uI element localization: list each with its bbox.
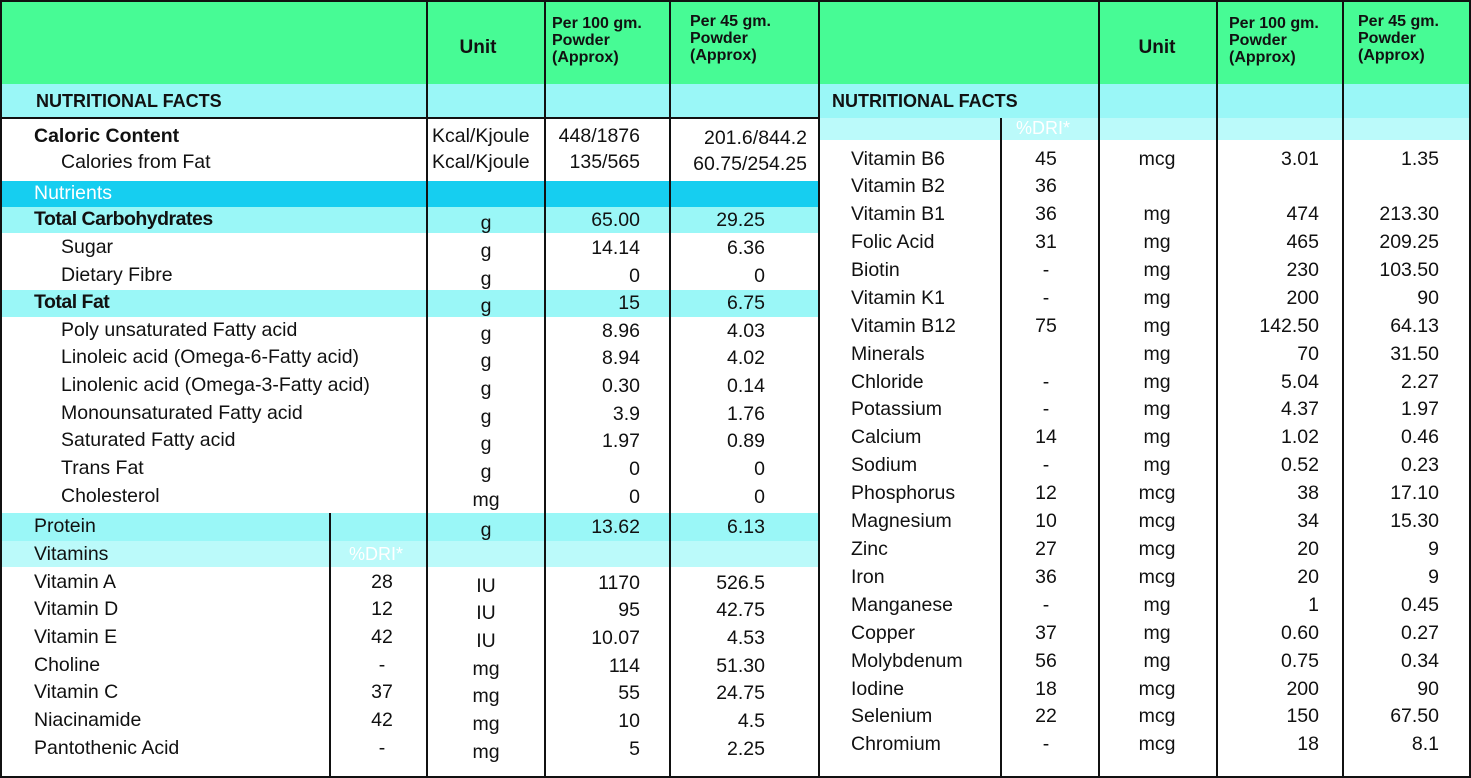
right-row-9-per45: 1.97	[1401, 398, 1439, 420]
right-row-21-per100: 18	[1297, 733, 1319, 755]
right-row-3-unit: mg	[1143, 231, 1171, 253]
left-row-11-per45: 0.89	[727, 430, 765, 452]
right-row-14-per45: 9	[1428, 538, 1439, 560]
left-row-3-unit: g	[480, 212, 492, 234]
right-row-5-dri: -	[1042, 287, 1050, 309]
left-row-14-per45: 6.13	[727, 516, 765, 538]
right-row-21-dri: -	[1042, 733, 1050, 755]
right-row-18-per100: 0.75	[1281, 650, 1319, 672]
right-dri-band	[820, 118, 1471, 140]
right-row-17-dri: 37	[1035, 622, 1057, 644]
right-row-6-unit: mg	[1143, 315, 1171, 337]
left-row-16-dri: 28	[371, 571, 393, 593]
right-row-20-per45: 67.50	[1390, 705, 1439, 727]
right-row-13-dri: 10	[1035, 510, 1057, 532]
right-row-18-unit: mg	[1143, 650, 1171, 672]
left-row-11-name: Saturated Fatty acid	[61, 429, 236, 451]
right-row-12-name: Phosphorus	[851, 482, 956, 504]
right-row-15-per45: 9	[1428, 566, 1439, 588]
right-row-2-per45: 213.30	[1379, 203, 1439, 225]
right-row-4-name: Biotin	[851, 259, 900, 281]
right-row-6-per45: 64.13	[1390, 315, 1439, 337]
left-row-4-name: Sugar	[61, 236, 114, 258]
right-row-3-name: Folic Acid	[851, 231, 935, 253]
left-row-3-per100: 65.00	[591, 209, 640, 231]
left-row-11-per100: 1.97	[602, 430, 640, 452]
right-per100-divider	[1216, 0, 1218, 778]
right-row-2-name: Vitamin B1	[851, 203, 945, 225]
right-row-12-per100: 38	[1297, 482, 1319, 504]
left-row-17-per100: 95	[618, 599, 640, 621]
right-row-19-unit: mcg	[1138, 678, 1176, 700]
left-row-5-name: Dietary Fibre	[61, 264, 173, 286]
left-row-21-unit: mg	[472, 713, 500, 735]
right-row-16-name: Manganese	[851, 594, 953, 616]
right-row-14-dri: 27	[1035, 538, 1057, 560]
left-row-0-per45: 201.6/844.2	[703, 127, 807, 149]
right-row-15-name: Iron	[851, 566, 885, 588]
vitamins-band	[0, 541, 818, 567]
right-row-11-per45: 0.23	[1401, 454, 1439, 476]
right-row-10-dri: 14	[1035, 426, 1057, 448]
right-row-13-per45: 15.30	[1390, 510, 1439, 532]
left-row-11-unit: g	[480, 433, 492, 455]
left-row-9-per45: 0.14	[727, 375, 765, 397]
right-row-12-per45: 17.10	[1390, 482, 1439, 504]
right-row-10-unit: mg	[1143, 426, 1171, 448]
right-dri-divider	[1000, 118, 1002, 778]
right-row-11-name: Sodium	[851, 454, 918, 476]
right-row-4-unit: mg	[1143, 259, 1171, 281]
right-row-12-unit: mcg	[1138, 482, 1176, 504]
right-row-14-unit: mcg	[1138, 538, 1176, 560]
left-row-7-per100: 8.96	[602, 320, 640, 342]
nutrients-band	[0, 181, 818, 207]
right-per100-header: Per 100 gm. Powder (Approx)	[1229, 15, 1319, 66]
left-row-13-per100: 0	[629, 486, 640, 508]
right-row-15-dri: 36	[1035, 566, 1057, 588]
right-row-7-name: Minerals	[851, 343, 925, 365]
left-row-5-unit: g	[480, 268, 492, 290]
right-per45-divider	[1342, 0, 1344, 778]
left-row-20-name: Vitamin C	[34, 681, 119, 703]
left-row-20-dri: 37	[371, 681, 393, 703]
left-row-1-per45: 60.75/254.25	[693, 153, 807, 175]
left-row-12-per45: 0	[754, 458, 765, 480]
right-row-5-name: Vitamin K1	[851, 287, 945, 309]
left-row-22-name: Pantothenic Acid	[34, 737, 180, 759]
right-row-17-per100: 0.60	[1281, 622, 1319, 644]
left-row-16-per45: 526.5	[716, 572, 765, 594]
right-row-19-per100: 200	[1286, 678, 1319, 700]
center-divider	[818, 0, 820, 778]
right-row-1-name: Vitamin B2	[851, 175, 945, 197]
left-facts-title: NUTRITIONAL FACTS	[36, 91, 222, 111]
left-row-13-name: Cholesterol	[61, 485, 160, 507]
left-row-12-per100: 0	[629, 458, 640, 480]
left-row-0-name: Caloric Content	[34, 125, 180, 147]
left-per100-header: Per 100 gm. Powder (Approx)	[552, 15, 642, 66]
left-row-21-per45: 4.5	[737, 710, 765, 732]
left-row-15-name: Vitamins	[34, 543, 109, 565]
right-row-6-name: Vitamin B12	[851, 315, 956, 337]
left-row-20-per100: 55	[618, 682, 640, 704]
left-row-22-per45: 2.25	[727, 738, 765, 760]
right-row-18-per45: 0.34	[1401, 650, 1439, 672]
left-row-9-unit: g	[480, 378, 492, 400]
left-row-9-name: Linolenic acid (Omega-3-Fatty acid)	[61, 374, 370, 396]
outer-left	[0, 0, 2, 778]
right-row-0-unit: mcg	[1138, 148, 1176, 170]
left-row-12-unit: g	[480, 461, 492, 483]
right-row-6-dri: 75	[1035, 315, 1057, 337]
left-row-20-per45: 24.75	[716, 682, 765, 704]
left-dri-divider	[329, 513, 331, 778]
right-row-4-per100: 230	[1286, 259, 1319, 281]
right-per45-header: Per 45 gm. Powder (Approx)	[1358, 13, 1439, 64]
right-row-0-name: Vitamin B6	[851, 148, 945, 170]
left-row-17-dri: 12	[371, 598, 393, 620]
left-row-9-per100: 0.30	[602, 375, 640, 397]
left-dri-label: %DRI*	[349, 544, 404, 564]
left-row-6-per45: 6.75	[727, 292, 765, 314]
right-row-4-dri: -	[1042, 259, 1050, 281]
right-row-11-dri: -	[1042, 454, 1050, 476]
left-row-13-per45: 0	[754, 486, 765, 508]
protein-band	[0, 513, 818, 541]
left-per45-header: Per 45 gm. Powder (Approx)	[690, 13, 771, 64]
left-row-8-per100: 8.94	[602, 347, 640, 369]
left-row-18-name: Vitamin E	[34, 626, 118, 648]
left-row-5-per100: 0	[629, 265, 640, 287]
left-row-6-unit: g	[480, 295, 492, 317]
left-row-18-unit: IU	[476, 630, 496, 652]
right-row-10-per45: 0.46	[1401, 426, 1439, 448]
left-row-4-per45: 6.36	[727, 237, 765, 259]
right-row-14-name: Zinc	[851, 538, 888, 560]
left-row-4-per100: 14.14	[591, 237, 640, 259]
left-row-10-name: Monounsaturated Fatty acid	[61, 402, 303, 424]
right-dri-label: %DRI*	[1016, 118, 1071, 138]
right-row-7-per100: 70	[1297, 343, 1319, 365]
right-row-4-per45: 103.50	[1379, 259, 1439, 281]
right-row-9-unit: mg	[1143, 398, 1171, 420]
left-row-19-name: Choline	[34, 654, 101, 676]
left-row-12-name: Trans Fat	[61, 457, 144, 479]
left-row-19-per100: 114	[608, 655, 640, 677]
left-row-8-unit: g	[480, 350, 492, 372]
left-row-19-dri: -	[378, 654, 386, 676]
right-row-16-per45: 0.45	[1401, 594, 1439, 616]
right-facts-title: NUTRITIONAL FACTS	[832, 91, 1018, 111]
right-row-21-unit: mcg	[1138, 733, 1176, 755]
right-row-17-name: Copper	[851, 622, 915, 644]
left-row-7-per45: 4.03	[727, 320, 765, 342]
right-row-17-per45: 0.27	[1401, 622, 1439, 644]
right-row-12-dri: 12	[1035, 482, 1057, 504]
left-row-0-unit: Kcal/Kjoule	[432, 125, 530, 147]
left-row-16-per100: 1170	[598, 572, 640, 594]
right-row-8-unit: mg	[1143, 371, 1171, 393]
right-row-16-per100: 1	[1308, 594, 1319, 616]
right-row-6-per100: 142.50	[1259, 315, 1319, 337]
right-row-7-per45: 31.50	[1390, 343, 1439, 365]
left-row-10-per45: 1.76	[727, 403, 765, 425]
right-unit-header: Unit	[1138, 37, 1176, 58]
left-per45-divider	[669, 0, 671, 778]
left-row-22-per100: 5	[629, 738, 640, 760]
left-row-1-unit: Kcal/Kjoule	[432, 151, 530, 173]
right-row-19-name: Iodine	[851, 678, 905, 700]
right-row-18-dri: 56	[1035, 650, 1057, 672]
left-row-20-unit: mg	[472, 685, 500, 707]
left-row-7-unit: g	[480, 323, 492, 345]
right-row-15-unit: mcg	[1138, 566, 1176, 588]
right-row-1-dri: 36	[1035, 175, 1057, 197]
right-row-8-per45: 2.27	[1401, 371, 1439, 393]
right-row-0-per100: 3.01	[1281, 148, 1319, 170]
right-row-11-per100: 0.52	[1281, 454, 1319, 476]
right-row-13-unit: mcg	[1138, 510, 1176, 532]
right-row-20-per100: 150	[1286, 705, 1319, 727]
left-row-18-per45: 4.53	[727, 627, 765, 649]
left-row-4-unit: g	[480, 240, 492, 262]
right-row-19-dri: 18	[1035, 678, 1057, 700]
left-row-7-name: Poly unsaturated Fatty acid	[61, 319, 298, 341]
left-row-21-name: Niacinamide	[34, 709, 142, 731]
left-row-6-name: Total Fat	[34, 291, 110, 313]
left-per100-divider	[544, 0, 546, 778]
right-row-8-dri: -	[1042, 371, 1050, 393]
right-row-20-name: Selenium	[851, 705, 933, 727]
left-row-17-name: Vitamin D	[34, 598, 119, 620]
total-fat-band	[0, 290, 818, 317]
left-row-14-per100: 13.62	[591, 516, 640, 538]
right-row-5-per100: 200	[1286, 287, 1319, 309]
left-row-14-unit: g	[480, 519, 492, 541]
left-row-5-per45: 0	[754, 265, 765, 287]
left-row-17-unit: IU	[476, 602, 496, 624]
right-row-2-dri: 36	[1035, 203, 1057, 225]
left-row-0-per100: 448/1876	[558, 125, 640, 147]
left-row-17-per45: 42.75	[716, 599, 765, 621]
left-unit-divider	[426, 0, 428, 778]
right-row-15-per100: 20	[1297, 566, 1319, 588]
left-unit-header: Unit	[459, 37, 497, 58]
right-row-3-per45: 209.25	[1379, 231, 1439, 253]
right-row-19-per45: 90	[1417, 678, 1439, 700]
left-row-16-name: Vitamin A	[34, 571, 117, 593]
right-row-21-per45: 8.1	[1411, 733, 1439, 755]
left-row-3-per45: 29.25	[716, 209, 765, 231]
top-border	[0, 0, 1471, 2]
left-row-1-name: Calories from Fat	[61, 151, 211, 173]
right-unit-divider	[1098, 0, 1100, 778]
right-row-16-dri: -	[1042, 594, 1050, 616]
right-row-18-name: Molybdenum	[851, 650, 963, 672]
left-facts-bottom	[0, 117, 818, 119]
right-row-9-dri: -	[1042, 398, 1050, 420]
left-row-18-dri: 42	[371, 626, 393, 648]
right-row-5-per45: 90	[1417, 287, 1439, 309]
right-row-7-unit: mg	[1143, 343, 1171, 365]
right-row-20-unit: mcg	[1138, 705, 1176, 727]
right-row-2-unit: mg	[1143, 203, 1171, 225]
right-row-10-per100: 1.02	[1281, 426, 1319, 448]
left-row-13-unit: mg	[472, 489, 500, 511]
left-row-19-unit: mg	[472, 658, 500, 680]
right-row-16-unit: mg	[1143, 594, 1171, 616]
left-row-10-unit: g	[480, 406, 492, 428]
right-row-20-dri: 22	[1035, 705, 1057, 727]
left-row-22-unit: mg	[472, 741, 500, 763]
right-row-0-dri: 45	[1035, 148, 1057, 170]
left-row-18-per100: 10.07	[591, 627, 640, 649]
left-row-22-dri: -	[378, 737, 386, 759]
right-row-8-per100: 5.04	[1281, 371, 1319, 393]
right-row-3-dri: 31	[1035, 231, 1057, 253]
right-row-0-per45: 1.35	[1401, 148, 1439, 170]
right-row-2-per100: 474	[1286, 203, 1319, 225]
left-row-8-per45: 4.02	[727, 347, 765, 369]
right-row-13-name: Magnesium	[851, 510, 952, 532]
left-row-21-per100: 10	[618, 710, 640, 732]
right-row-13-per100: 34	[1297, 510, 1319, 532]
left-row-1-per100: 135/565	[569, 151, 640, 173]
right-row-8-name: Chloride	[851, 371, 924, 393]
right-row-10-name: Calcium	[851, 426, 922, 448]
left-row-10-per100: 3.9	[612, 403, 640, 425]
left-row-16-unit: IU	[476, 575, 496, 597]
left-row-14-name: Protein	[34, 515, 96, 537]
left-row-8-name: Linoleic acid (Omega-6-Fatty acid)	[61, 346, 360, 368]
right-row-14-per100: 20	[1297, 538, 1319, 560]
right-row-17-unit: mg	[1143, 622, 1171, 644]
left-row-19-per45: 51.30	[716, 655, 765, 677]
right-row-11-unit: mg	[1143, 454, 1171, 476]
right-row-9-name: Potassium	[851, 398, 943, 420]
left-row-21-dri: 42	[371, 709, 393, 731]
right-row-21-name: Chromium	[851, 733, 941, 755]
right-row-9-per100: 4.37	[1281, 398, 1319, 420]
left-row-6-per100: 15	[618, 292, 640, 314]
left-row-2-name: Nutrients	[34, 182, 113, 204]
right-row-5-unit: mg	[1143, 287, 1171, 309]
left-row-3-name: Total Carbohydrates	[34, 208, 213, 230]
right-row-3-per100: 465	[1286, 231, 1319, 253]
